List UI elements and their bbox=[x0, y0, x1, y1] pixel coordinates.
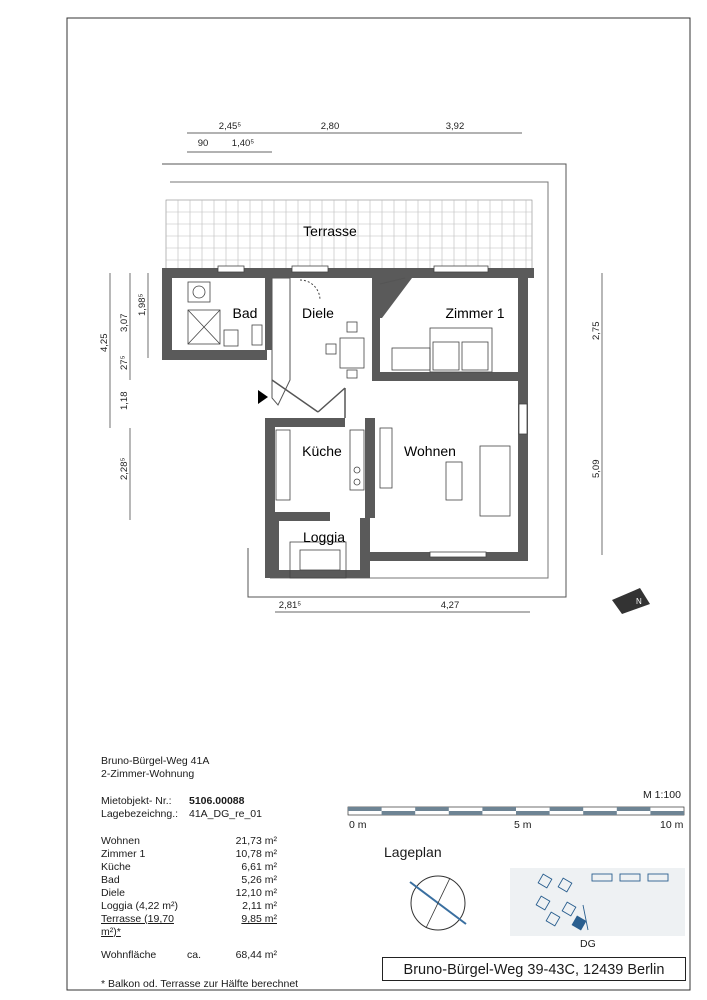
area-row: Küche 6,61 m² bbox=[101, 861, 277, 873]
dining-table bbox=[326, 322, 364, 378]
area-row: Loggia (4,22 m²) 2,11 m² bbox=[101, 900, 277, 912]
scale-label: M 1:100 bbox=[643, 789, 681, 801]
dim-left-a: 4,25 bbox=[99, 333, 110, 352]
lage-value: 41A_DG_re_01 bbox=[189, 808, 262, 820]
lageplan-dg: DG bbox=[580, 938, 596, 950]
area-row: Bad 5,26 m² bbox=[101, 874, 277, 886]
scale-tick-5: 5 m bbox=[514, 819, 532, 831]
room-label-diele: Diele bbox=[302, 305, 334, 321]
dim-bottom-b: 4,27 bbox=[440, 600, 460, 611]
room-label-loggia: Loggia bbox=[302, 529, 346, 545]
room-label-zimmer1: Zimmer 1 bbox=[445, 305, 505, 321]
footnote: * Balkon od. Terrasse zur Hälfte berechnet bbox=[101, 978, 299, 990]
lage-label: Lagebezeichng.: bbox=[101, 808, 179, 820]
scale-segment bbox=[415, 807, 449, 811]
dim-top-c: 3,92 bbox=[445, 121, 465, 132]
dim-left-e: 1,18 bbox=[119, 391, 130, 410]
area-table bbox=[101, 835, 298, 939]
lageplan-site-map bbox=[510, 868, 685, 936]
entrance-arrow bbox=[258, 390, 268, 404]
dim-left-d: 27⁵ bbox=[119, 355, 130, 370]
dim-bottom-a: 2,81⁵ bbox=[278, 600, 302, 611]
area-row: Terrasse (19,70 m²)* 9,85 m² bbox=[101, 913, 277, 938]
north-arrow-icon bbox=[612, 588, 650, 614]
lageplan-title: Lageplan bbox=[384, 844, 442, 860]
scale-segment bbox=[449, 811, 483, 815]
living-furniture bbox=[380, 428, 510, 516]
info-block bbox=[101, 755, 298, 991]
room-label-wohnen: Wohnen bbox=[404, 443, 456, 459]
scale-segment bbox=[516, 811, 550, 815]
area-row: Diele 12,10 m² bbox=[101, 887, 277, 899]
scale-segment bbox=[617, 807, 651, 811]
room-label-kueche: Küche bbox=[302, 443, 342, 459]
dim-right-b: 5,09 bbox=[591, 459, 602, 478]
scale-bar bbox=[348, 807, 684, 815]
scale-tick-10: 10 m bbox=[660, 819, 684, 831]
dim-left-b: 3,07 bbox=[119, 313, 130, 332]
area-row: Zimmer 1 10,78 m² bbox=[101, 848, 277, 860]
dim-left-f: 2,28⁵ bbox=[119, 457, 130, 480]
room-label-terrasse: Terrasse bbox=[303, 223, 357, 239]
info-address: Bruno-Bürgel-Weg 41A bbox=[101, 755, 210, 767]
dim-top-e: 1,40⁵ bbox=[231, 138, 255, 149]
svg-text:N: N bbox=[636, 597, 642, 606]
scale-tick-0: 0 m bbox=[349, 819, 367, 831]
scale-segment bbox=[550, 807, 584, 811]
dim-left-c: 1,98⁵ bbox=[137, 293, 148, 316]
kitchen-counter bbox=[276, 430, 364, 500]
mietobjekt-label: Mietobjekt- Nr.: bbox=[101, 795, 172, 807]
area-row: Wohnen 21,73 m² bbox=[101, 835, 277, 847]
scale-segment bbox=[650, 811, 684, 815]
scale-segment bbox=[583, 811, 617, 815]
footer-address: Bruno-Bürgel-Weg 39-43C, 12439 Berlin bbox=[382, 957, 686, 981]
mietobjekt-value: 5106.00088 bbox=[189, 795, 245, 807]
bed bbox=[392, 328, 492, 372]
dim-top-d: 90 bbox=[197, 138, 209, 149]
total-row: Wohnfläche ca. 68,44 m² bbox=[101, 949, 277, 961]
scale-segment bbox=[482, 807, 516, 811]
scale-segment bbox=[348, 807, 382, 811]
room-label-bad: Bad bbox=[232, 305, 258, 321]
dim-right-a: 2,75 bbox=[591, 321, 602, 340]
dim-top-b: 2,80 bbox=[320, 121, 340, 132]
scale-segment bbox=[382, 811, 416, 815]
info-type: 2-Zimmer-Wohnung bbox=[101, 768, 195, 780]
lageplan-compass-icon bbox=[410, 876, 466, 930]
dim-top-a: 2,45⁵ bbox=[218, 121, 242, 132]
